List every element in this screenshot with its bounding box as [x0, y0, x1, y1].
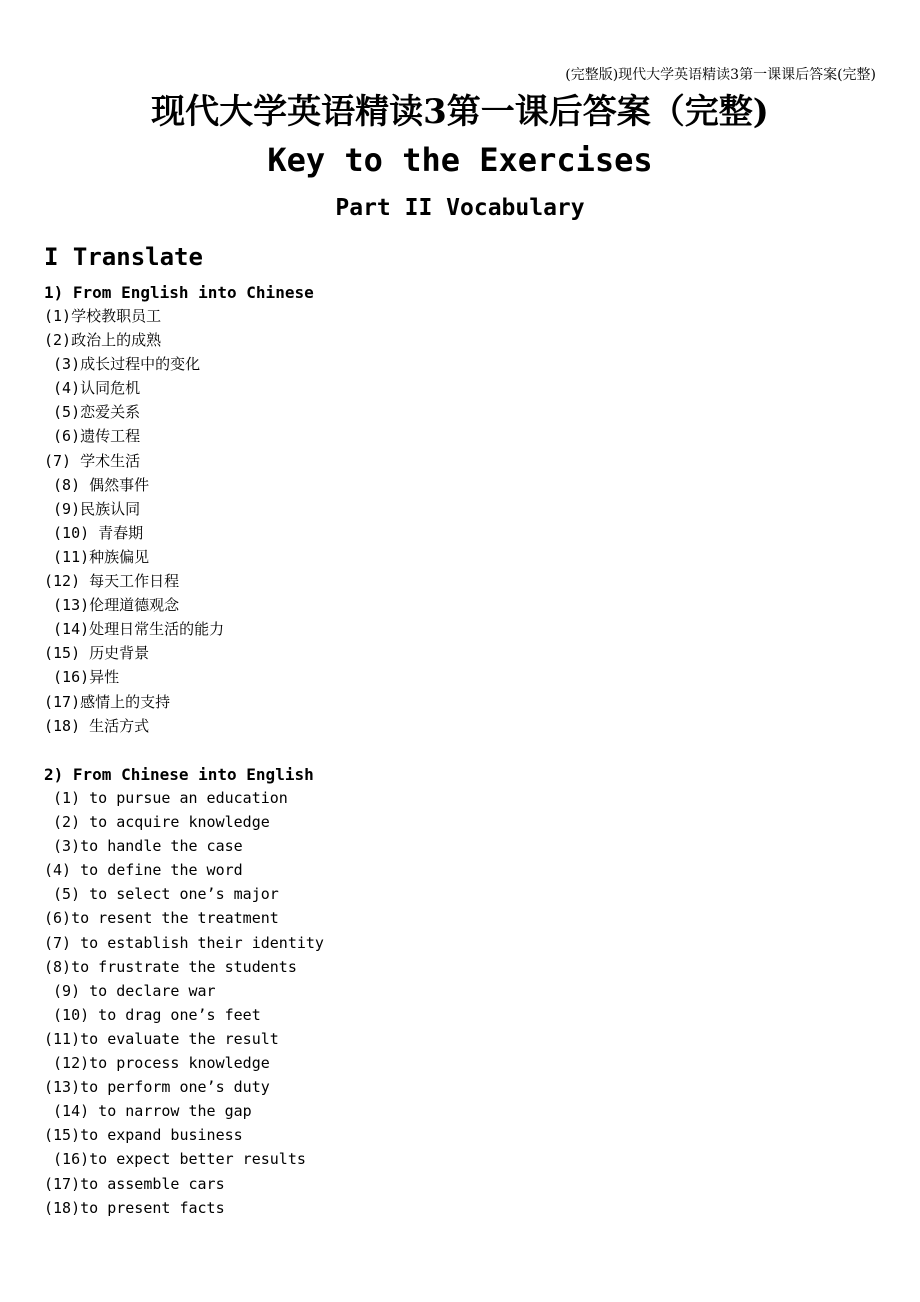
list-item: (14)处理日常生活的能力 — [44, 620, 225, 639]
list-item: (1)学校教职员工 — [44, 307, 162, 325]
list-item: (6)遗传工程 — [44, 427, 141, 446]
list-item: (4) to define the word — [44, 861, 243, 880]
list-item: (14) to narrow the gap — [44, 1102, 252, 1121]
list-item: (5)恋爱关系 — [44, 403, 141, 422]
list-item: (7) 学术生活 — [44, 451, 141, 470]
part-heading: Part II Vocabulary — [335, 195, 585, 221]
list-item: (8)to frustrate the students — [44, 957, 297, 976]
list-item: (15) 历史背景 — [44, 644, 150, 663]
list-item: (1) to pursue an education — [44, 789, 288, 807]
list-item: (13)to perform one’s duty — [44, 1078, 270, 1097]
list-item: (9) to declare war — [44, 981, 216, 1000]
list-item: (16)to expect better results — [44, 1150, 306, 1169]
list-item: (12) 每天工作日程 — [44, 572, 180, 591]
list-item: (17)感情上的支持 — [44, 692, 171, 711]
list-item: (13)伦理道德观念 — [44, 596, 180, 615]
list-item: (11)种族偏见 — [44, 547, 150, 566]
list-item: (7) to establish their identity — [44, 933, 324, 952]
list-item: (16)异性 — [44, 668, 120, 687]
list-item: (5) to select one’s major — [44, 885, 279, 904]
list-item: (2)政治上的成熟 — [44, 331, 162, 350]
list-item: (3)to handle the case — [44, 837, 243, 856]
list-item: (17)to assemble cars — [44, 1174, 225, 1193]
document-title-chinese: 现代大学英语精读3第一课后答案（完整) — [151, 92, 769, 132]
running-head: (完整版)现代大学英语精读3第一课课后答案(完整) — [565, 67, 876, 83]
document-title-english: Key to the Exercises — [267, 141, 653, 179]
translation-list-chinese-to-english — [44, 786, 324, 1220]
list-item: (4)认同危机 — [44, 379, 141, 398]
list-item: (2) to acquire knowledge — [44, 813, 270, 832]
translation-list-english-to-chinese — [44, 304, 224, 738]
subsection-heading-chinese-to-english: 2) From Chinese into English — [44, 765, 314, 784]
list-item: (18)to present facts — [44, 1198, 225, 1217]
list-item: (15)to expand business — [44, 1126, 243, 1145]
list-item: (6)to resent the treatment — [44, 909, 279, 928]
list-item: (9)民族认同 — [44, 499, 141, 518]
list-item: (10) to drag one’s feet — [44, 1005, 261, 1024]
subsection-heading-english-to-chinese: 1) From English into Chinese — [44, 283, 314, 302]
list-item: (18) 生活方式 — [44, 716, 150, 735]
list-item: (11)to evaluate the result — [44, 1029, 279, 1048]
list-item: (8) 偶然事件 — [44, 475, 150, 494]
list-item: (10) 青春期 — [44, 523, 144, 542]
section-heading: I Translate — [44, 243, 203, 271]
list-item: (12)to process knowledge — [44, 1054, 270, 1073]
list-item: (3)成长过程中的变化 — [44, 355, 201, 374]
